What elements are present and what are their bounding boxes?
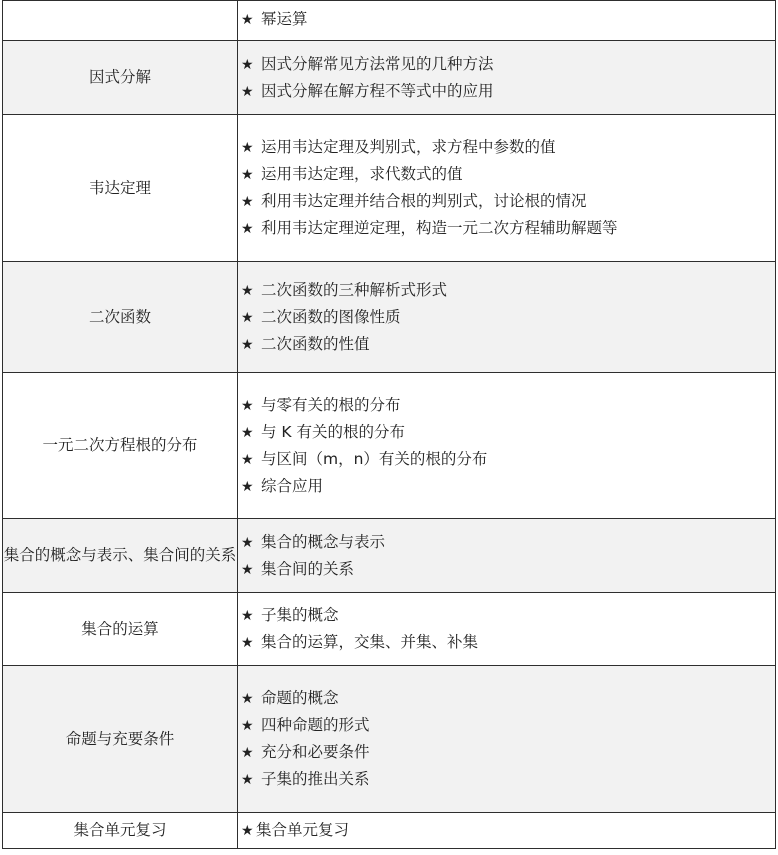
point-text: 幂运算 xyxy=(261,10,308,28)
point-text: 集合间的关系 xyxy=(261,559,355,578)
star-icon: ★ xyxy=(241,745,254,761)
points-cell xyxy=(238,373,776,519)
point-text: 因式分解常见方法常见的几种方法 xyxy=(261,54,494,73)
topic-label: 二次函数 xyxy=(88,307,151,326)
point-text: 子集的推出关系 xyxy=(261,770,370,788)
list-item xyxy=(241,529,775,556)
star-icon: ★ xyxy=(241,772,254,788)
list-item xyxy=(241,602,775,629)
point-text: 运用韦达定理及判别式，求方程中参数的值 xyxy=(261,138,556,156)
star-icon: ★ xyxy=(241,823,254,839)
point-text: 利用韦达定理逆定理，构造一元二次方程辅助解题等 xyxy=(261,219,618,237)
topic-label: 集合的运算 xyxy=(81,619,159,638)
star-icon: ★ xyxy=(241,397,254,414)
point-text: 集合的运算，交集、并集、补集 xyxy=(261,633,479,651)
list-item xyxy=(241,134,775,161)
star-icon: ★ xyxy=(241,478,254,495)
star-icon: ★ xyxy=(241,12,254,28)
table-row xyxy=(3,666,776,813)
list-item xyxy=(241,51,775,78)
list-item xyxy=(241,188,775,215)
point-text: 与 K 有关的根的分布 xyxy=(261,422,406,441)
list-item xyxy=(241,304,775,331)
star-icon: ★ xyxy=(241,221,254,237)
star-icon: ★ xyxy=(241,718,254,734)
table-row xyxy=(3,1,776,41)
point-text: 与区间（m，n）有关的根的分布 xyxy=(261,449,488,468)
point-text: 综合应用 xyxy=(261,476,324,495)
point-text: 因式分解在解方程不等式中的应用 xyxy=(261,81,494,100)
star-icon: ★ xyxy=(241,561,254,578)
table-row xyxy=(3,519,776,593)
topic-label: 命题与充要条件 xyxy=(65,729,175,748)
star-icon: ★ xyxy=(241,167,254,183)
list-item xyxy=(241,419,775,446)
list-item xyxy=(241,817,775,844)
point-text: 利用韦达定理并结合根的判别式，讨论根的情况 xyxy=(261,192,587,210)
star-icon: ★ xyxy=(241,140,254,156)
star-icon: ★ xyxy=(241,336,254,353)
topic-label: 一元二次方程根的分布 xyxy=(42,436,198,454)
point-text: 集合的概念与表示 xyxy=(261,532,386,551)
topic-label: 集合的概念与表示、集合间的关系 xyxy=(3,546,237,564)
star-icon: ★ xyxy=(241,194,254,210)
topic-cell xyxy=(3,262,238,373)
list-item xyxy=(241,392,775,419)
star-icon: ★ xyxy=(241,309,254,326)
star-icon: ★ xyxy=(241,608,254,624)
list-item xyxy=(241,739,775,766)
star-icon: ★ xyxy=(241,451,254,468)
topic-cell xyxy=(3,593,238,666)
table-row xyxy=(3,262,776,373)
list-item xyxy=(241,446,775,473)
points-cell xyxy=(238,41,776,115)
topic-label: 韦达定理 xyxy=(88,178,151,197)
point-text: 运用韦达定理，求代数式的值 xyxy=(261,165,463,183)
point-text: 充分和必要条件 xyxy=(261,743,370,761)
topic-label: 集合单元复习 xyxy=(73,821,167,839)
syllabus-table xyxy=(2,0,776,849)
point-text: 集合单元复习 xyxy=(256,821,350,839)
point-text: 命题的概念 xyxy=(261,689,339,707)
list-item xyxy=(241,331,775,358)
star-icon: ★ xyxy=(241,691,254,707)
list-item xyxy=(241,277,775,304)
list-item xyxy=(241,161,775,188)
star-icon: ★ xyxy=(241,424,254,441)
table-row xyxy=(3,373,776,519)
points-cell xyxy=(238,666,776,813)
list-item xyxy=(241,6,775,33)
star-icon: ★ xyxy=(241,56,254,73)
points-cell xyxy=(238,519,776,593)
point-text: 二次函数的图像性质 xyxy=(261,307,401,326)
topic-cell xyxy=(3,41,238,115)
point-text: 子集的概念 xyxy=(261,606,339,624)
points-cell xyxy=(238,1,776,41)
point-text: 与零有关的根的分布 xyxy=(261,395,401,414)
table-row xyxy=(3,115,776,262)
points-cell xyxy=(238,115,776,262)
topic-cell xyxy=(3,666,238,813)
star-icon: ★ xyxy=(241,282,254,299)
topic-label: 因式分解 xyxy=(88,68,151,86)
list-item xyxy=(241,766,775,793)
topic-cell xyxy=(3,373,238,519)
star-icon: ★ xyxy=(241,534,254,551)
list-item xyxy=(241,215,775,242)
list-item xyxy=(241,78,775,105)
list-item xyxy=(241,556,775,583)
topic-cell xyxy=(3,813,238,849)
list-item xyxy=(241,712,775,739)
points-cell xyxy=(238,593,776,666)
table-row xyxy=(3,41,776,115)
star-icon: ★ xyxy=(241,635,254,651)
point-text: 二次函数的三种解析式形式 xyxy=(261,280,448,299)
list-item xyxy=(241,629,775,656)
point-text: 二次函数的性值 xyxy=(261,334,370,353)
topic-cell xyxy=(3,115,238,262)
list-item xyxy=(241,685,775,712)
star-icon: ★ xyxy=(241,83,254,100)
table-row xyxy=(3,593,776,666)
topic-cell xyxy=(3,519,238,593)
point-text: 四种命题的形式 xyxy=(261,716,370,734)
points-cell xyxy=(238,813,776,849)
points-cell xyxy=(238,262,776,373)
table-row xyxy=(3,813,776,849)
topic-cell xyxy=(3,1,238,41)
list-item xyxy=(241,473,775,500)
